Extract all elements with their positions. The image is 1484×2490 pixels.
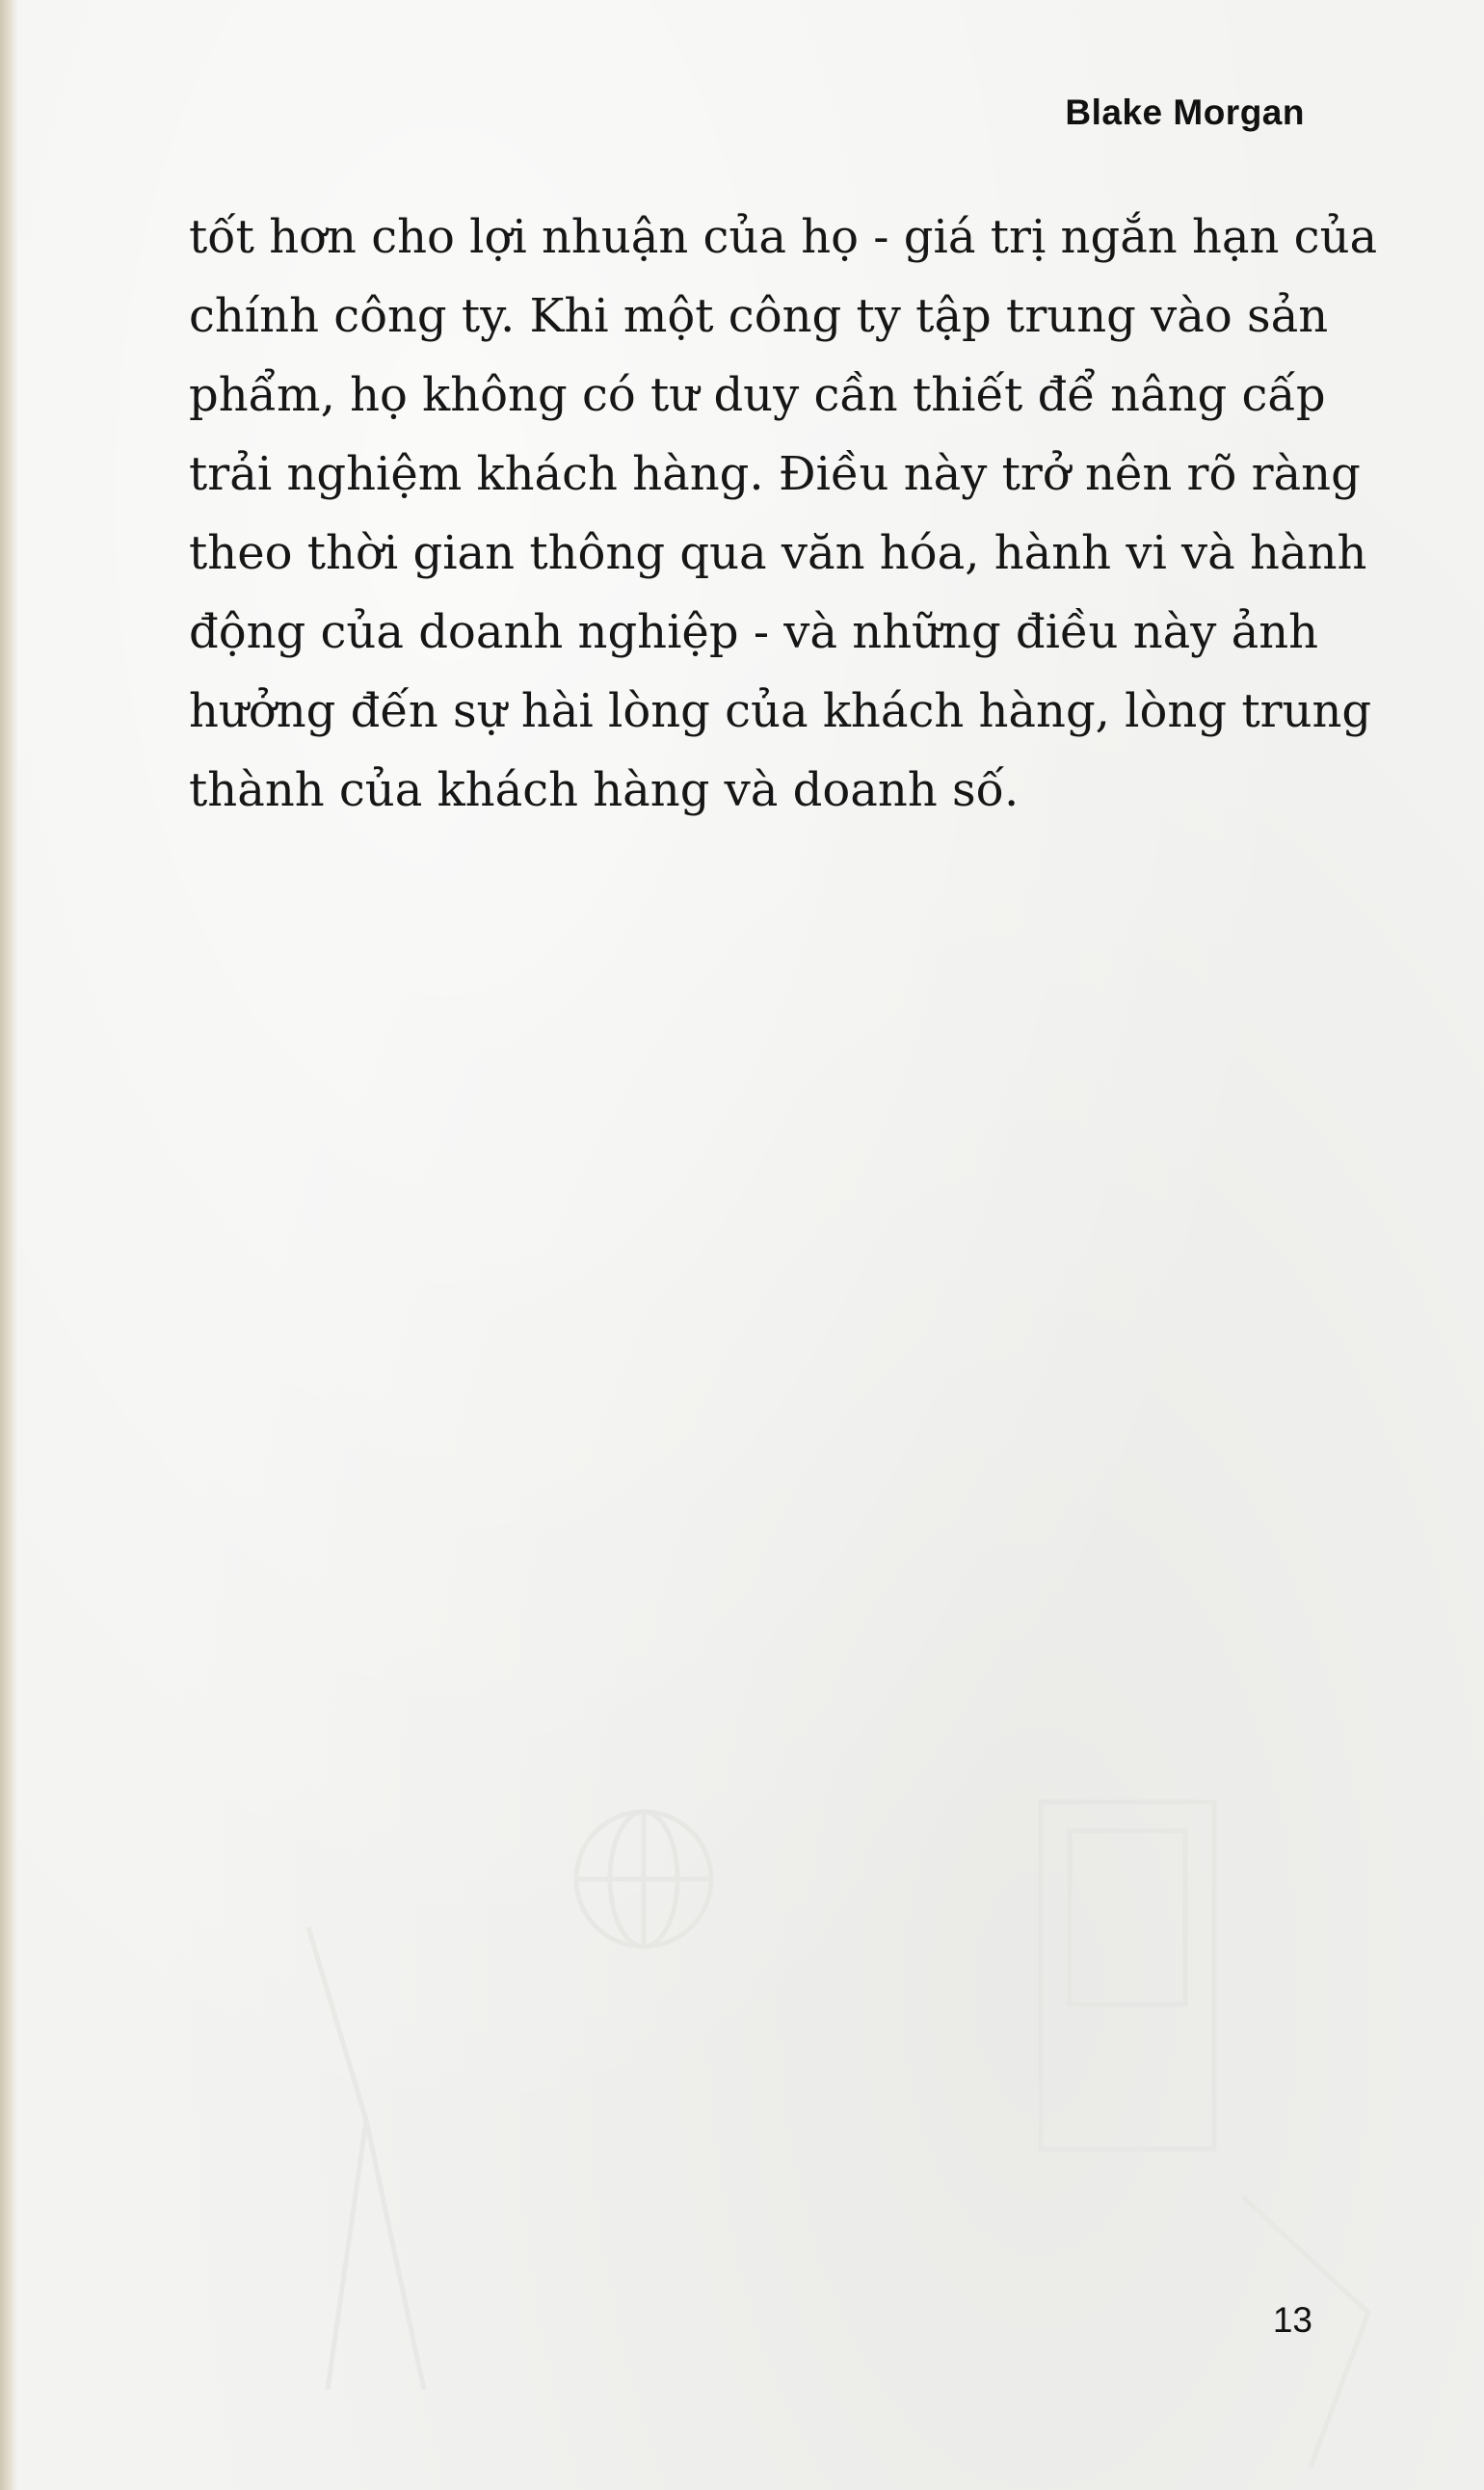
body-line: theo thời gian thông qua văn hóa, hành vi và hành bbox=[189, 526, 1367, 580]
body-line: phẩm, họ không có tư duy cần thiết để nâng cấp bbox=[189, 368, 1326, 422]
body-line: hưởng đến sự hài lòng của khách hàng, lòng trung bbox=[189, 684, 1372, 738]
body-line: chính công ty. Khi một công ty tập trung vào sản bbox=[189, 289, 1329, 343]
body-line: tốt hơn cho lợi nhuận của họ - giá trị ngắn hạn của bbox=[189, 210, 1378, 264]
page-spine-edge bbox=[0, 0, 17, 2490]
body-line: động của doanh nghiệp - và những điều này ảnh bbox=[189, 605, 1319, 659]
body-paragraph bbox=[189, 198, 1378, 830]
body-line: thành của khách hàng và doanh số. bbox=[189, 763, 1020, 817]
body-line: trải nghiệm khách hàng. Điều này trở nên rõ ràng bbox=[189, 447, 1361, 501]
running-header-author: Blake Morgan bbox=[1065, 93, 1305, 132]
page-number: 13 bbox=[1272, 2300, 1312, 2340]
